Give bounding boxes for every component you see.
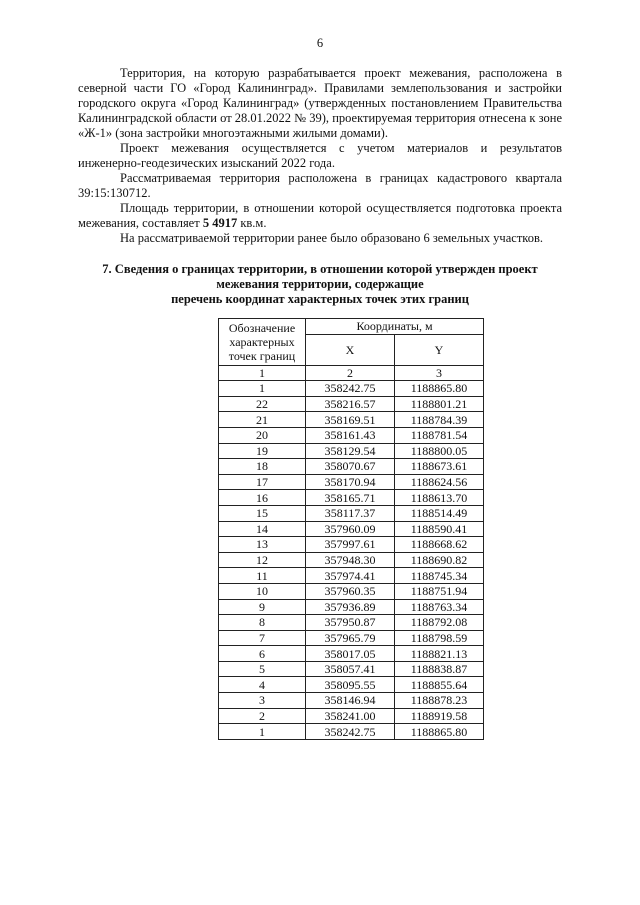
heading-line: перечень координат характерных точек этих границ	[171, 292, 469, 306]
point-id-cell: 21	[219, 412, 306, 428]
y-coordinate-cell: 1188878.23	[395, 693, 484, 709]
heading-line: межевания территории, содержащие	[216, 277, 424, 291]
y-coordinate-cell: 1188673.61	[395, 459, 484, 475]
y-coordinate-cell: 1188613.70	[395, 490, 484, 506]
x-coordinate-cell: 357965.79	[306, 630, 395, 646]
x-coordinate-cell: 358169.51	[306, 412, 395, 428]
point-id-cell: 4	[219, 677, 306, 693]
table-row	[219, 521, 484, 537]
table-row	[219, 724, 484, 740]
point-id-cell: 19	[219, 443, 306, 459]
paragraph-location: Территория, на которую разрабатывается проект межевания, расположена в северной части ГО «Город Калининград». Правилами землепользования и застройки городского округа «Город Калининград» (утвержденных постановлением Правительства Калининградской области от 28.01.2022 № 39), проектируемая территория отнесена к зоне «Ж-1» (зона застройки многоэтажными жилыми домами).	[78, 66, 562, 140]
x-coordinate-cell: 357936.89	[306, 599, 395, 615]
table-row	[219, 677, 484, 693]
point-id-cell: 11	[219, 568, 306, 584]
y-coordinate-cell: 1188624.56	[395, 474, 484, 490]
x-coordinate-cell: 357974.41	[306, 568, 395, 584]
area-value: 5 4917	[202, 216, 238, 230]
area-text-before: Площадь территории, в отношении которой осуществляется подготовка проекта межевания, составляет	[78, 201, 562, 230]
y-coordinate-cell: 1188590.41	[395, 521, 484, 537]
y-coordinate-cell: 1188514.49	[395, 505, 484, 521]
table-row	[219, 615, 484, 631]
y-coordinate-cell: 1188821.13	[395, 646, 484, 662]
point-id-cell: 6	[219, 646, 306, 662]
x-coordinate-cell: 357948.30	[306, 552, 395, 568]
column-number: 2	[306, 365, 395, 381]
y-coordinate-cell: 1188838.87	[395, 661, 484, 677]
x-coordinate-cell: 358117.37	[306, 505, 395, 521]
y-coordinate-cell: 1188919.58	[395, 708, 484, 724]
table-row	[219, 459, 484, 475]
x-coordinate-cell: 358165.71	[306, 490, 395, 506]
table-row	[219, 552, 484, 568]
table-row	[219, 443, 484, 459]
x-coordinate-cell: 358017.05	[306, 646, 395, 662]
y-coordinate-cell: 1188763.34	[395, 599, 484, 615]
x-coordinate-cell: 358161.43	[306, 427, 395, 443]
table-row	[219, 381, 484, 397]
x-coordinate-cell: 358070.67	[306, 459, 395, 475]
point-id-cell: 1	[219, 724, 306, 740]
y-coordinate-cell: 1188865.80	[395, 724, 484, 740]
x-coordinate-cell: 358242.75	[306, 381, 395, 397]
x-coordinate-cell: 358146.94	[306, 693, 395, 709]
table-row	[219, 693, 484, 709]
y-coordinate-cell: 1188751.94	[395, 583, 484, 599]
x-coordinate-cell: 357960.09	[306, 521, 395, 537]
paragraph-surveys: Проект межевания осуществляется с учетом материалов и результатов инженерно-геодезических изысканий 2022 года.	[78, 141, 562, 170]
point-id-cell: 2	[219, 708, 306, 724]
y-coordinate-cell: 1188784.39	[395, 412, 484, 428]
table-row	[219, 568, 484, 584]
point-id-cell: 12	[219, 552, 306, 568]
point-id-cell: 3	[219, 693, 306, 709]
y-coordinate-cell: 1188865.80	[395, 381, 484, 397]
table-row	[219, 537, 484, 553]
y-coordinate-cell: 1188792.08	[395, 615, 484, 631]
y-coordinate-cell: 1188690.82	[395, 552, 484, 568]
area-text-after: кв.м.	[237, 216, 267, 230]
table-row	[219, 583, 484, 599]
point-id-cell: 20	[219, 427, 306, 443]
point-id-cell: 15	[219, 505, 306, 521]
table-row	[219, 505, 484, 521]
y-coordinate-cell: 1188781.54	[395, 427, 484, 443]
y-coordinate-cell: 1188855.64	[395, 677, 484, 693]
coordinates-body	[219, 381, 484, 740]
paragraph-cadastral: Рассматриваемая территория расположена в границах кадастрового квартала 39:15:130712.	[78, 171, 562, 200]
x-coordinate-cell: 357960.35	[306, 583, 395, 599]
table-row	[219, 661, 484, 677]
point-id-cell: 7	[219, 630, 306, 646]
table-row	[219, 396, 484, 412]
y-coordinate-cell: 1188745.34	[395, 568, 484, 584]
point-id-cell: 22	[219, 396, 306, 412]
header-coordinates: Координаты, м	[306, 319, 484, 335]
column-number: 3	[395, 365, 484, 381]
point-id-cell: 16	[219, 490, 306, 506]
paragraph-plots: На рассматриваемой территории ранее было образовано 6 земельных участков.	[120, 231, 543, 245]
x-coordinate-cell: 358129.54	[306, 443, 395, 459]
x-coordinate-cell: 358170.94	[306, 474, 395, 490]
table-row	[219, 646, 484, 662]
page-number: 6	[316, 36, 324, 50]
table-row	[219, 474, 484, 490]
column-number-row	[219, 365, 484, 381]
point-id-cell: 17	[219, 474, 306, 490]
table-row	[219, 599, 484, 615]
x-coordinate-cell: 358095.55	[306, 677, 395, 693]
x-coordinate-cell: 358241.00	[306, 708, 395, 724]
point-id-cell: 8	[219, 615, 306, 631]
table-row	[219, 490, 484, 506]
y-coordinate-cell: 1188801.21	[395, 396, 484, 412]
point-id-cell: 5	[219, 661, 306, 677]
section-heading	[78, 262, 562, 307]
y-coordinate-cell: 1188668.62	[395, 537, 484, 553]
x-coordinate-cell: 357997.61	[306, 537, 395, 553]
table-row	[219, 630, 484, 646]
x-coordinate-cell: 358216.57	[306, 396, 395, 412]
document-body	[78, 66, 562, 246]
x-coordinate-cell: 358242.75	[306, 724, 395, 740]
point-id-cell: 10	[219, 583, 306, 599]
table-row	[219, 708, 484, 724]
header-point: Обозначение характерных точек границ	[219, 319, 306, 366]
header-y: Y	[395, 334, 484, 365]
table-row	[219, 427, 484, 443]
x-coordinate-cell: 358057.41	[306, 661, 395, 677]
column-number: 1	[219, 365, 306, 381]
point-id-cell: 18	[219, 459, 306, 475]
point-id-cell: 14	[219, 521, 306, 537]
coordinates-table	[218, 318, 484, 740]
point-id-cell: 9	[219, 599, 306, 615]
point-id-cell: 13	[219, 537, 306, 553]
table-row	[219, 412, 484, 428]
paragraph-area	[78, 201, 562, 231]
header-x: X	[306, 334, 395, 365]
point-id-cell: 1	[219, 381, 306, 397]
x-coordinate-cell: 357950.87	[306, 615, 395, 631]
y-coordinate-cell: 1188800.05	[395, 443, 484, 459]
heading-line: 7. Сведения о границах территории, в отношении которой утвержден проект	[102, 262, 538, 276]
y-coordinate-cell: 1188798.59	[395, 630, 484, 646]
